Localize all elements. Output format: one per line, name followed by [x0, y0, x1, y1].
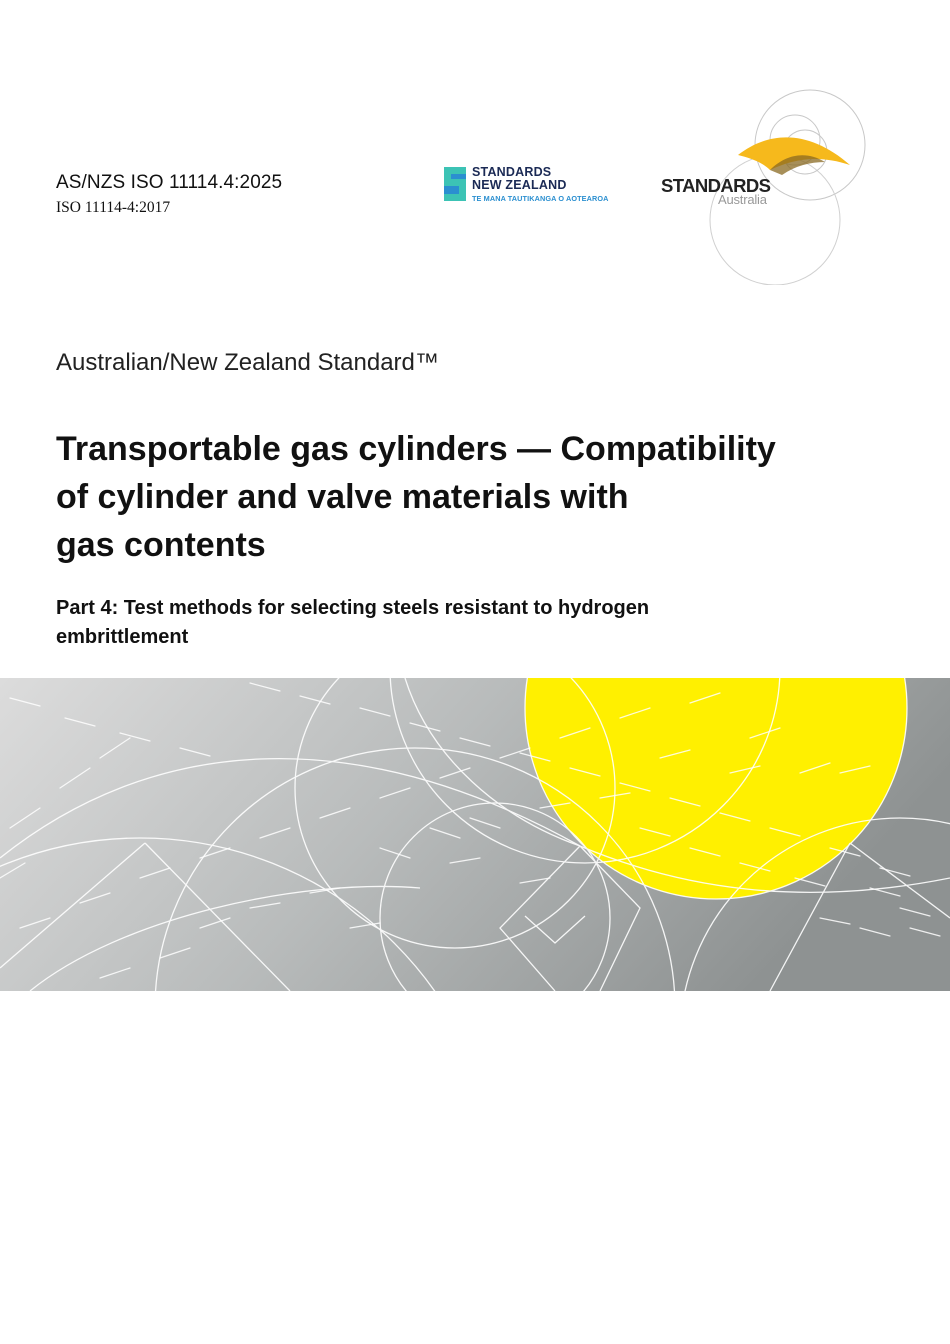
- standard-number: AS/NZS ISO 11114.4:2025: [56, 172, 283, 193]
- part-title: [56, 594, 836, 652]
- part-title-line1: Part 4: Test methods for selecting steels resistant to hydrogen: [56, 597, 650, 619]
- iso-number: ISO 11114-4:2017: [56, 199, 171, 216]
- snz-logo-line3: TE MANA TAUTIKANGA O AOTEAROA: [472, 194, 609, 203]
- main-title-line2: of cylinder and valve materials with: [56, 478, 629, 516]
- decorative-cover-banner: [0, 678, 950, 991]
- snz-logo-line2: NEW ZEALAND: [472, 178, 567, 192]
- part-title-line2: embrittlement: [56, 626, 189, 648]
- standards-new-zealand-logo: [442, 165, 612, 205]
- sa-logo-word1: STANDARDS: [661, 175, 771, 196]
- standard-designation: Australian/New Zealand Standard™: [56, 349, 439, 376]
- main-title-line1: Transportable gas cylinders — Compatibility: [56, 430, 776, 468]
- main-title: [56, 425, 916, 569]
- snz-logo-line1: STANDARDS: [472, 165, 552, 179]
- sa-logo-word2: Australia: [718, 192, 767, 207]
- main-title-line3: gas contents: [56, 526, 266, 564]
- snz-mark-icon: [442, 165, 468, 203]
